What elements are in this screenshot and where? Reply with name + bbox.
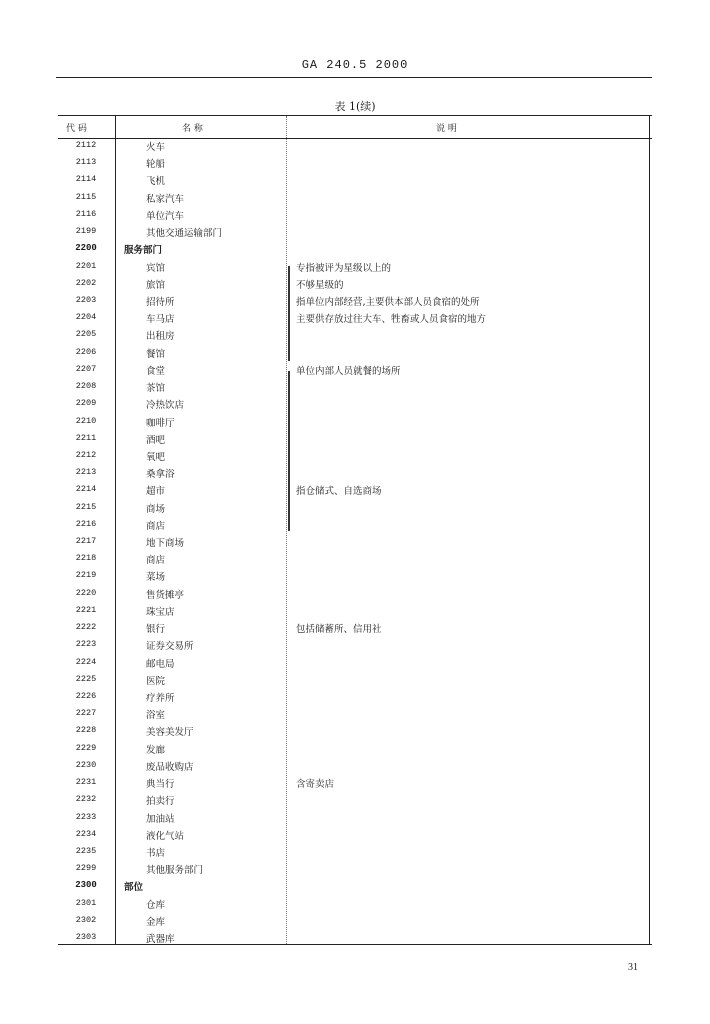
row-name: 咖啡厅 [146, 417, 175, 429]
row-code: 2202 [75, 277, 97, 288]
table-row [58, 293, 652, 310]
table-row [58, 603, 652, 620]
table-row [58, 276, 652, 293]
row-code: 2115 [75, 191, 97, 202]
column-header-name: 名 称 [182, 124, 203, 134]
row-name: 桑拿浴 [146, 469, 175, 481]
row-name: 医院 [146, 675, 166, 687]
row-code: 2203 [75, 294, 97, 305]
page-header: GA 240.5 2000 [301, 58, 409, 72]
row-name: 服务部门 [124, 245, 163, 257]
row-code: 2224 [75, 656, 97, 667]
table-row [58, 190, 652, 207]
table-row [58, 534, 652, 551]
row-name: 证券交易所 [146, 641, 194, 653]
row-code: 2210 [75, 415, 97, 426]
table-row [58, 207, 652, 224]
table-row [58, 155, 652, 172]
row-name: 氧吧 [146, 451, 166, 463]
row-name: 旅馆 [146, 279, 166, 291]
row-name: 招待所 [146, 296, 175, 308]
row-code: 2230 [75, 759, 97, 770]
row-name: 武器库 [146, 934, 175, 946]
row-name: 浴室 [146, 710, 166, 722]
table-row [58, 431, 652, 448]
row-code: 2218 [75, 553, 97, 564]
row-description: 指单位内部经营,主要供本部人员食宿的处所 [296, 296, 480, 308]
row-code: 2226 [75, 691, 97, 701]
row-code: 2215 [75, 501, 97, 512]
table-row [58, 637, 652, 654]
table-row [58, 259, 652, 276]
table-header [58, 116, 652, 139]
table-row [58, 396, 652, 413]
row-name: 典当行 [146, 779, 175, 791]
row-name: 菜场 [146, 572, 166, 584]
table-row [58, 586, 652, 603]
row-name: 车马店 [146, 314, 175, 326]
row-name: 其他交通运输部门 [146, 228, 223, 240]
table-caption: 表 1(续) [334, 100, 376, 113]
page-number: 31 [628, 962, 638, 973]
row-code: 2199 [75, 226, 97, 237]
row-code: 2231 [75, 777, 97, 788]
table-body [58, 138, 652, 947]
table-row [58, 482, 652, 499]
table-row [58, 930, 652, 947]
row-code: 2225 [75, 673, 97, 684]
table-row [58, 655, 652, 672]
row-name: 金库 [146, 916, 166, 928]
table-row [58, 861, 652, 878]
row-name: 美容美发厅 [146, 727, 194, 739]
row-name: 疗养所 [146, 693, 175, 704]
row-code: 2207 [75, 363, 97, 374]
row-name: 飞机 [146, 176, 166, 188]
row-name: 商店 [146, 555, 166, 567]
table-row [58, 568, 652, 585]
row-description: 专指被评为星级以上的 [296, 262, 392, 274]
row-code: 2222 [75, 622, 97, 633]
header-rule [56, 77, 652, 78]
row-name: 发廊 [146, 744, 166, 756]
row-name: 茶馆 [146, 383, 166, 395]
column-header-description: 说 明 [436, 124, 457, 134]
table-row [58, 792, 652, 809]
row-code: 2214 [75, 484, 97, 495]
table-row [58, 224, 652, 241]
row-code: 2303 [75, 932, 97, 943]
row-code: 2221 [75, 604, 97, 615]
row-code: 2302 [75, 914, 97, 925]
row-code: 2200 [75, 243, 97, 254]
table-row [58, 345, 652, 362]
table-row [58, 827, 652, 844]
table-row [58, 517, 652, 534]
row-name: 银行 [146, 624, 166, 636]
row-code: 2114 [75, 174, 97, 185]
table-row [58, 172, 652, 189]
row-code: 2211 [75, 432, 97, 443]
table-row [58, 241, 652, 258]
row-name: 超市 [146, 486, 166, 498]
row-code: 2112 [75, 140, 97, 150]
row-name: 商店 [146, 520, 166, 532]
row-name: 书店 [146, 847, 166, 859]
table-row [58, 844, 652, 861]
table-row [58, 551, 652, 568]
row-code: 2217 [75, 536, 97, 547]
row-name: 其他服务部门 [146, 865, 204, 877]
row-code: 2219 [75, 570, 97, 581]
row-name: 冷热饮店 [146, 400, 185, 412]
row-name: 私家汽车 [146, 193, 185, 205]
row-code: 2235 [75, 845, 97, 856]
row-description: 主要供存放过往大车、牲畜或人员食宿的地方 [296, 314, 487, 326]
row-name: 拍卖行 [146, 796, 175, 808]
row-name: 地下商场 [146, 538, 185, 550]
row-name: 酒吧 [146, 434, 166, 446]
column-header-code: 代 码 [66, 124, 87, 134]
row-name: 仓库 [146, 899, 166, 911]
row-code: 2234 [75, 828, 97, 839]
table-row [58, 362, 652, 379]
row-description: 含寄卖店 [296, 779, 335, 791]
table-row [58, 327, 652, 344]
row-name: 邮电局 [146, 658, 175, 670]
row-code: 2208 [75, 381, 97, 392]
row-code: 2220 [75, 587, 97, 598]
code-table [58, 115, 652, 945]
row-code: 2227 [75, 708, 97, 719]
row-description: 包括储蓄所、信用社 [296, 624, 382, 636]
row-code: 2229 [75, 742, 97, 753]
table-row [58, 741, 652, 758]
row-name: 售货摊亭 [146, 589, 185, 601]
row-name: 商场 [146, 503, 166, 515]
row-code: 2228 [75, 725, 97, 736]
row-name: 废品收购店 [146, 761, 194, 773]
row-code: 2301 [75, 897, 97, 908]
table-row [58, 379, 652, 396]
table-row [58, 672, 652, 689]
table-row [58, 896, 652, 913]
row-code: 2204 [75, 312, 97, 323]
row-name: 餐馆 [146, 348, 166, 360]
table-row [58, 775, 652, 792]
table-row [58, 500, 652, 517]
row-name: 部位 [124, 882, 144, 894]
row-code: 2206 [75, 346, 97, 357]
row-description: 指仓储式、自选商场 [296, 486, 382, 498]
table-row [58, 310, 652, 327]
table-row [58, 758, 652, 775]
row-code: 2212 [75, 449, 97, 460]
row-description: 单位内部人员就餐的场所 [296, 365, 401, 377]
table-row [58, 620, 652, 637]
table-row [58, 913, 652, 930]
table-row [58, 414, 652, 431]
row-description: 不够星级的 [296, 279, 344, 291]
row-code: 2209 [75, 398, 97, 409]
row-code: 2233 [75, 811, 97, 822]
row-code: 2223 [75, 639, 97, 650]
table-row [58, 723, 652, 740]
table-row [58, 138, 652, 155]
row-code: 2216 [75, 518, 97, 529]
table-row [58, 706, 652, 723]
row-code: 2201 [75, 260, 97, 271]
row-name: 加油站 [146, 813, 175, 825]
table-row [58, 465, 652, 482]
row-name: 珠宝店 [146, 606, 175, 618]
table-row [58, 689, 652, 706]
row-code: 2299 [75, 863, 97, 874]
row-code: 2116 [75, 208, 97, 219]
row-code: 2213 [75, 467, 97, 478]
table-row [58, 810, 652, 827]
row-name: 食堂 [146, 365, 166, 377]
row-name: 轮船 [146, 159, 166, 171]
row-name: 火车 [146, 142, 166, 153]
table-row [58, 448, 652, 465]
row-code: 2113 [75, 157, 97, 168]
table-row [58, 878, 652, 895]
row-code: 2232 [75, 794, 97, 805]
row-name: 出租房 [146, 331, 175, 343]
row-code: 2300 [75, 880, 97, 891]
row-code: 2205 [75, 329, 97, 340]
row-name: 宾馆 [146, 262, 166, 274]
row-name: 单位汽车 [146, 210, 185, 222]
row-name: 液化气站 [146, 830, 185, 842]
